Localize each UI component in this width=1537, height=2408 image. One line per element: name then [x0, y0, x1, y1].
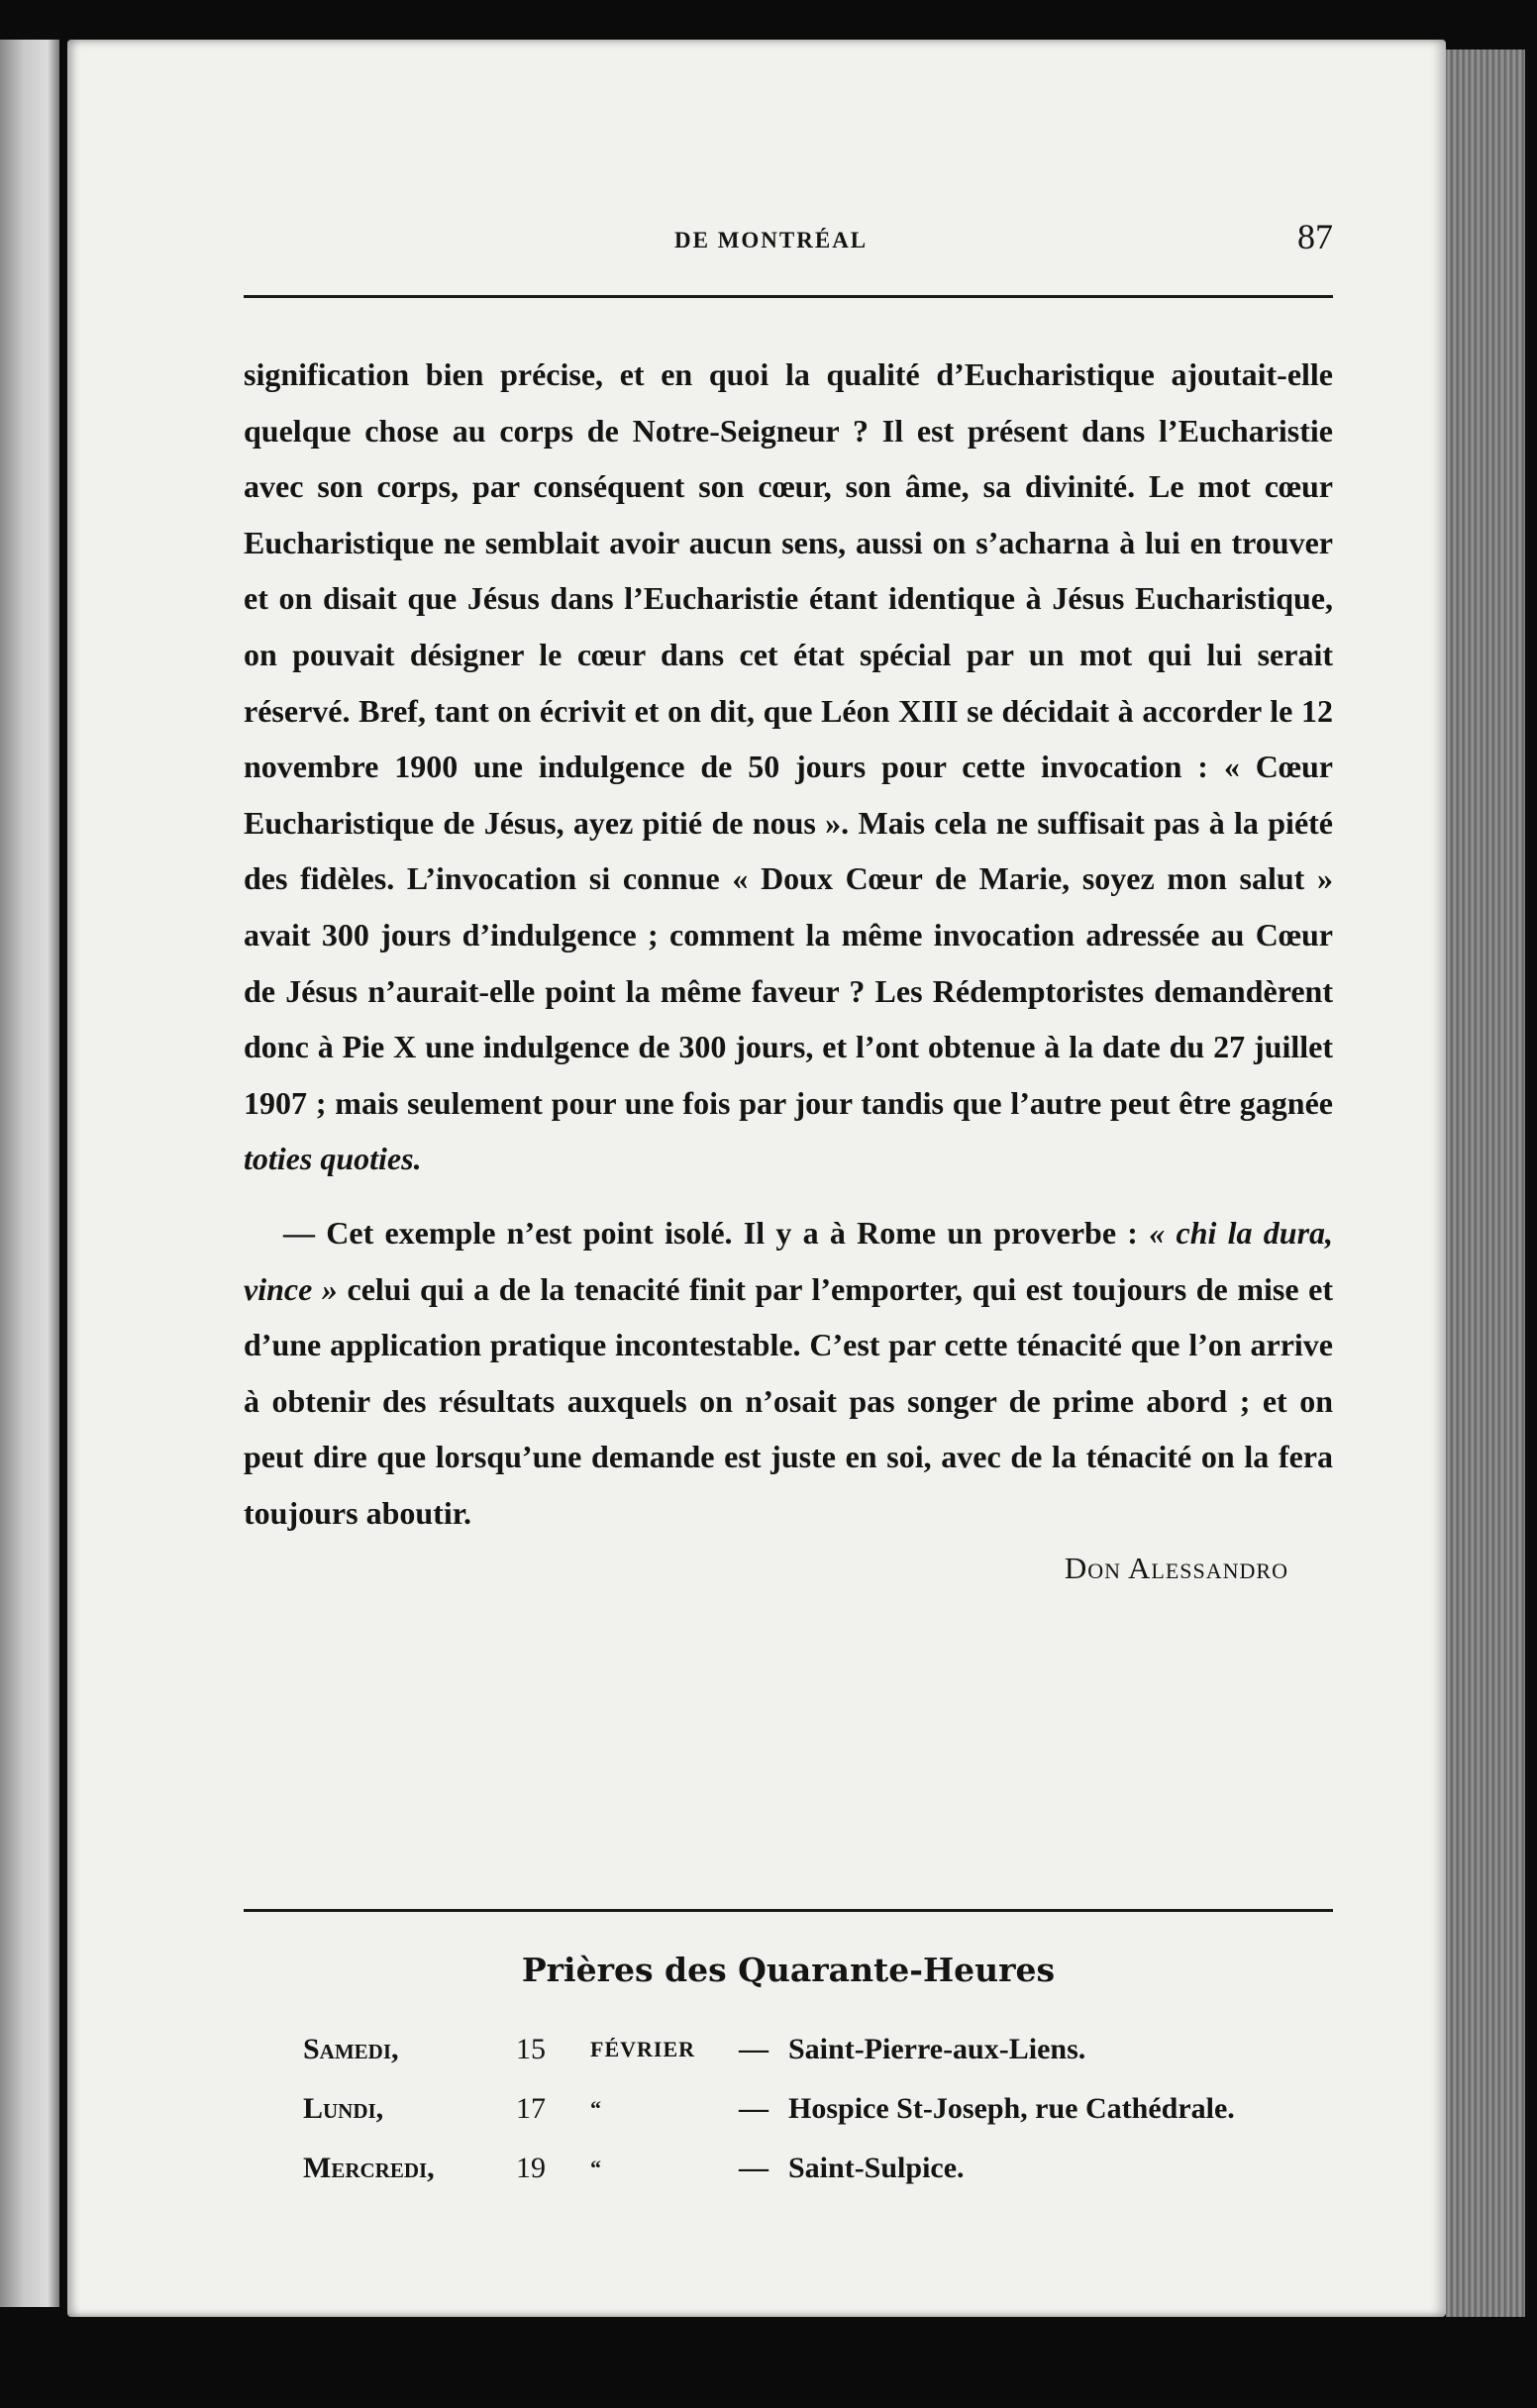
- schedule-day: Mercredi,: [303, 2152, 435, 2184]
- schedule-month: “: [590, 2096, 602, 2121]
- paragraph-2-rest: celui qui a de la tenacité finit par l’emporter, qui est toujours de mise et d’une application pratique incontestable. C’est par cette ténacité que l’on arrive à obtenir des résultats auxquels on n’osait pas songer de prime abord ; et on peut dire que lorsqu’une demande est juste en soi, avec de la ténacité on la fera toujours aboutir.: [244, 1270, 1334, 1531]
- schedule-row: [303, 2139, 1235, 2198]
- prayers-schedule: [303, 2020, 1235, 2198]
- running-head: DE MONTRÉAL: [674, 228, 869, 252]
- schedule-month: FÉVRIER: [590, 2037, 696, 2061]
- schedule-month: “: [590, 2156, 602, 2180]
- paragraph-1: [244, 347, 1333, 1187]
- article-body: [244, 347, 1333, 1597]
- schedule-date: 19: [516, 2152, 546, 2184]
- schedule-dash: —: [739, 2152, 768, 2184]
- page-header: [244, 216, 1333, 275]
- page-number: 87: [1297, 217, 1333, 256]
- schedule-place: Hospice St-Joseph, rue Cathédrale.: [788, 2092, 1235, 2125]
- author-signature: Don Alessandro: [1064, 1551, 1288, 1586]
- schedule-place: Saint-Pierre-aux-Liens.: [788, 2033, 1086, 2065]
- proverb-quote: « chi la dura, vince »: [244, 1214, 1334, 1307]
- schedule-dash: —: [739, 2033, 768, 2065]
- section-rule: [244, 1909, 1333, 1912]
- schedule-place: Saint-Sulpice.: [788, 2152, 965, 2184]
- page-stack-edge: [1446, 50, 1525, 2317]
- paragraph-1-text: signification bien précise, et en quoi la qualité d’Eucharistique ajoutait-elle quelque chose au corps de Notre-Seigneur ? Il est présent dans l’Eucharistie avec son corps, par conséquent son cœur, son âme, sa divinité. Le mot cœur Eucharistique ne semblait avoir aucun sens, aussi on s’acharna à lui en trouver et on disait que Jésus dans l’Eucharistie étant identique à Jésus Eucharistique, on pouvait désigner le cœur dans cet état spécial par un mot qui lui serait réservé. Bref, tant on écrivit et on dit, que Léon XIII se décidait à accorder le 12 novembre 1900 une indulgence de 50 jours pour cette invocation : « Cœur Eucharistique de Jésus, ayez pitié de nous ». Mais cela ne suffisait pas à la piété des fidèles. L’invocation si connue « Doux Cœur de Marie, soyez mon salut » avait 300 jours d’indulgence ; comment la même invocation adressée au Cœur de Jésus n’aurait-elle point la même faveur ? Les Rédemptoristes demandèrent donc à Pie X une indulgence de 300 jours, et l’ont obtenue à la date du 27 juillet 1907 ; mais seulement pour une fois par jour tandis que l’autre peut être gagnée: [244, 356, 1333, 1121]
- schedule-row: [303, 2020, 1235, 2079]
- paragraph-2: [244, 1205, 1333, 1542]
- facing-page-edge: [0, 40, 59, 2307]
- paragraph-1-italic: toties quoties.: [244, 1141, 422, 1177]
- schedule-row: [303, 2079, 1235, 2139]
- prayers-title: Prières des Quarante-Heures: [521, 1951, 1056, 1989]
- header-rule: [244, 295, 1333, 298]
- schedule-dash: —: [739, 2092, 768, 2125]
- schedule-day: Lundi,: [303, 2092, 384, 2125]
- schedule-date: 15: [516, 2033, 546, 2065]
- schedule-day: Samedi,: [303, 2033, 399, 2065]
- schedule-date: 17: [516, 2092, 546, 2125]
- paragraph-2-start: — Cet exemple n’est point isolé. Il y a à Rome un proverbe :: [283, 1214, 1138, 1251]
- book-page: [67, 40, 1446, 2317]
